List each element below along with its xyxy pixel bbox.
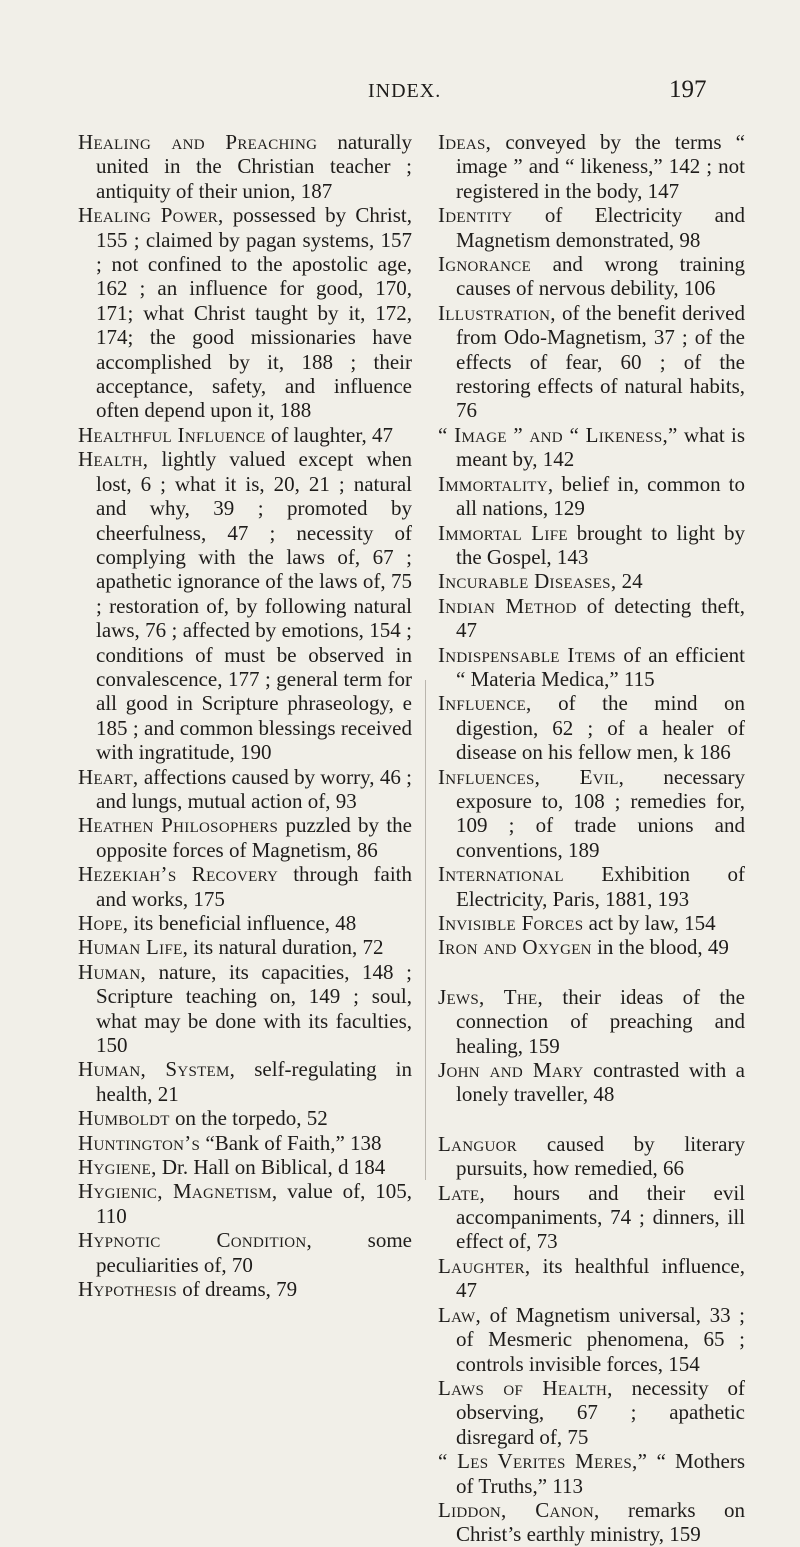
index-body: what is meant by, 142: [456, 422, 745, 472]
index-entry: [438, 301, 745, 423]
index-headword: Hope,: [78, 911, 129, 935]
index-entry: [438, 203, 745, 252]
index-headword: Law,: [438, 1302, 482, 1327]
index-entry: [438, 911, 745, 935]
index-entry: [78, 765, 412, 814]
left-column: [78, 130, 412, 1302]
index-entry: [438, 1498, 745, 1547]
index-entry: [438, 691, 745, 764]
index-entry: [438, 1449, 745, 1498]
index-entry: [78, 447, 412, 764]
index-body: act by law, 154: [583, 911, 716, 935]
index-entry: [78, 130, 412, 203]
page-number: 197: [669, 76, 707, 103]
page-title: INDEX.: [368, 80, 442, 102]
index-body: of Electricity and Magnetism demonstrated, 98: [456, 203, 745, 252]
index-headword: Human, System,: [78, 1057, 236, 1082]
index-headword: Liddon, Canon,: [438, 1497, 600, 1522]
index-body: 24: [616, 569, 643, 594]
index-entry: [438, 521, 745, 570]
index-headword: Laws of Health,: [438, 1375, 613, 1400]
index-entry: [78, 1057, 412, 1106]
index-headword: Identity: [438, 203, 513, 228]
index-entry: [438, 1058, 745, 1107]
index-body: its healthful influence, 47: [456, 1253, 745, 1303]
index-entry: [78, 1155, 412, 1179]
index-entry: [438, 1181, 745, 1254]
index-headword: Healing and Preaching: [78, 130, 318, 154]
index-body: caused by literary pursuits, how remedied, 66: [456, 1131, 745, 1181]
index-headword: International: [438, 862, 564, 887]
index-headword: “ Image ” and “ Likeness,”: [438, 422, 678, 447]
index-body: belief in, common to all nations, 129: [456, 471, 745, 521]
index-entry: [78, 911, 412, 935]
index-body: on the torpedo, 52: [169, 1106, 328, 1131]
index-body: Dr. Hall on Biblical, d 184: [156, 1155, 386, 1180]
index-body: nature, its capacities, 148 ; Scripture teaching on, 149 ; soul, what may be done with its faculties, 150: [96, 959, 412, 1058]
index-body: hours and their evil accompaniments, 74 ; dinners, ill effect of, 73: [456, 1180, 745, 1254]
index-headword: Laughter,: [438, 1253, 531, 1278]
index-entry: [78, 935, 412, 959]
index-body: remarks on Christ’s earthly ministry, 159: [456, 1497, 745, 1547]
index-entry: [78, 1131, 412, 1155]
index-headword: Hypothesis: [78, 1277, 178, 1302]
index-body: Exhibition of Electricity, Paris, 1881, 193: [456, 862, 745, 911]
index-headword: Healthful Influence: [78, 422, 266, 447]
index-headword: Human,: [78, 959, 147, 984]
index-entry: [438, 1376, 745, 1449]
index-body: brought to light by the Gospel, 143: [456, 520, 745, 569]
index-entry: [438, 1132, 745, 1181]
index-headword: Hezekiah’s Recovery: [78, 862, 279, 887]
index-body: some peculiarities of, 70: [96, 1228, 412, 1277]
index-entry: [78, 862, 412, 911]
index-entry: [438, 1303, 745, 1376]
index-body: necessity of observing, 67 ; apathetic disregard of, 75: [456, 1375, 745, 1449]
index-headword: Indispensable Items: [438, 642, 616, 667]
index-headword: Immortality,: [438, 471, 554, 496]
index-entry: [438, 1254, 745, 1303]
index-body: of the mind on digestion, 62 ; of a healer of disease on his fellow men, k 186: [456, 691, 745, 765]
index-headword: Ignorance: [438, 252, 532, 277]
index-entry: [78, 1277, 412, 1301]
index-body: affections caused by worry, 46 ; and lungs, mutual action of, 93: [96, 764, 412, 813]
index-entry: [438, 130, 745, 203]
index-headword: Incurable Diseases,: [438, 569, 617, 594]
index-entry: [438, 765, 745, 863]
index-headword: Healing Power,: [78, 203, 224, 228]
index-headword: Influence,: [438, 691, 532, 716]
index-body: of an efficient “ Materia Medica,” 115: [456, 642, 745, 691]
index-entry: [438, 935, 745, 959]
index-headword: Hypnotic Condition,: [78, 1228, 313, 1253]
index-headword: Late,: [438, 1180, 486, 1205]
index-headword: Huntington’s: [78, 1130, 201, 1155]
index-body: self-regulating in health, 21: [96, 1057, 412, 1106]
index-entry: [438, 594, 745, 643]
index-entry: [438, 569, 745, 593]
index-body: contrasted with a lonely traveller, 48: [456, 1058, 746, 1107]
index-body: “Bank of Faith,” 138: [200, 1130, 382, 1155]
index-body: through faith and works, 175: [96, 862, 413, 911]
index-entry: [78, 1106, 412, 1130]
index-headword: Influences, Evil,: [438, 764, 625, 789]
index-body: puzzled by the opposite forces of Magnetism, 86: [96, 813, 412, 862]
index-body: conveyed by the terms “ image ” and “ likeness,” 142 ; not registered in the body, 147: [456, 130, 745, 203]
index-headword: Human Life,: [78, 935, 189, 960]
index-body: value of, 105, 110: [96, 1179, 412, 1228]
index-body: necessary exposure to, 108 ; remedies for, 109 ; of trade unions and conventions, 189: [456, 764, 745, 862]
index-body: possessed by Christ, 155 ; claimed by pagan systems, 157 ; not confined to the apostolic age, 162 ; an influence for good, 170, 171; what Christ taught by it, 172, 174; the good missionaries have accomplished by it, 188 ; their acceptance, safety, and influence often depend upon it, 188: [96, 203, 412, 423]
index-headword: Ideas,: [438, 130, 492, 154]
index-body: of the benefit derived from Odo-Magnetism, 37 ; of the effects of fear, 60 ; of the restoring effects of natural habits, 76: [456, 300, 745, 423]
index-body: of laughter, 47: [265, 422, 394, 447]
right-column: [438, 130, 745, 1547]
index-body: lightly valued except when lost, 6 ; what it is, 20, 21 ; natural and why, 39 ; promoted by cheerfulness, 47 ; necessity of complying with the laws of, 67 ; apathetic ignorance of the laws of, 75 ; restoration of, by following natural laws, 76 ; affected by emotions, 154 ; conditions of must be observed in convalescence, 177 ; general term for all good in Scripture phraseology, e 185 ; and common blessings received with ingratitude, 190: [96, 447, 412, 765]
index-entry: [78, 813, 412, 862]
index-entry: [438, 862, 745, 911]
index-body: in the blood, 49: [591, 935, 729, 960]
column-divider: [425, 680, 426, 1180]
index-entry: [438, 643, 745, 692]
index-entry: [438, 985, 745, 1058]
index-entry: [438, 472, 745, 521]
index-headword: Hygienic, Magnetism,: [78, 1179, 278, 1204]
index-entry: [78, 203, 412, 423]
index-headword: Jews, The,: [438, 984, 544, 1009]
index-headword: Hygiene,: [78, 1155, 157, 1180]
index-headword: John and Mary: [438, 1058, 584, 1083]
index-headword: Health,: [78, 447, 149, 472]
index-headword: Humboldt: [78, 1106, 170, 1131]
index-headword: Immortal Life: [438, 520, 568, 545]
index-headword: Invisible Forces: [438, 911, 584, 935]
index-entry: [78, 423, 412, 447]
index-body: and wrong training causes of nervous debility, 106: [456, 252, 745, 301]
index-entry: [78, 960, 412, 1058]
index-body: of Magnetism universal, 33 ; of Mesmeric phenomena, 65 ; controls invisible forces, 154: [456, 1302, 745, 1376]
index-body: their ideas of the connection of preaching and healing, 159: [456, 984, 746, 1058]
index-entry: [438, 423, 745, 472]
index-headword: Iron and Oxygen: [438, 935, 592, 960]
index-body: its natural duration, 72: [188, 935, 384, 960]
index-headword: Indian Method: [438, 593, 577, 618]
index-headword: Heathen Philosophers: [78, 813, 279, 838]
index-body: of detecting theft, 47: [456, 593, 745, 643]
index-body: its beneficial influence, 48: [128, 911, 357, 935]
page-header: [0, 76, 800, 106]
index-headword: Illustration,: [438, 300, 556, 325]
index-headword: Heart,: [78, 764, 139, 789]
index-body: “ Mothers of Truths,” 113: [456, 1449, 745, 1498]
index-headword: Languor: [438, 1131, 518, 1156]
index-entry: [438, 252, 745, 301]
index-headword: “ Les Verites Meres,”: [438, 1449, 648, 1474]
index-body: naturally united in the Christian teacher ; antiquity of their union, 187: [96, 130, 412, 203]
index-entry: [78, 1179, 412, 1228]
index-body: of dreams, 79: [177, 1277, 298, 1302]
